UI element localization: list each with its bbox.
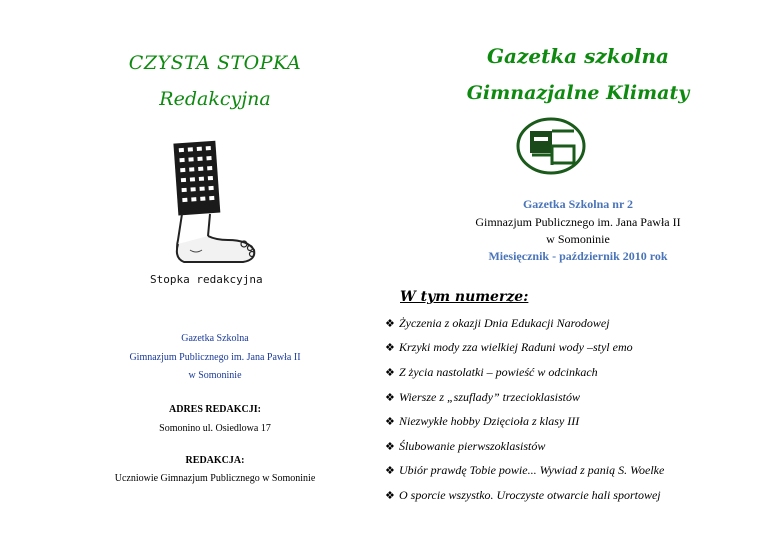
toc-heading: W tym numerze: [400, 289, 529, 305]
newspaper-subtitle: Gimnazjalne Klimaty [466, 82, 690, 104]
newspaper-title: Gazetka szkolna [486, 44, 670, 68]
diamond-bullet-icon: ❖ [385, 416, 395, 429]
left-newspaper: Gazetka Szkolna [181, 333, 249, 344]
right-school: Gimnazjum Publicznego im. Jana Pawła II [475, 215, 681, 229]
diamond-bullet-icon: ❖ [385, 391, 395, 404]
school-logo-icon [512, 115, 590, 177]
toc-item: ❖ O sporcie wszystko. Uroczyste otwarcie hali sportowej [385, 487, 661, 502]
diamond-bullet-icon: ❖ [385, 489, 395, 502]
address-label: ADRES REDAKCJI: [169, 404, 261, 415]
issue-number: Gazetka Szkolna nr 2 [522, 197, 634, 211]
toc-item: ❖ Ubiór prawdę Tobie powie... Wywiad z panią S. Woelke [385, 463, 665, 478]
diamond-bullet-icon: ❖ [385, 317, 395, 330]
diamond-bullet-icon: ❖ [385, 465, 395, 478]
image-caption: Stopka redakcyjna [150, 273, 263, 286]
toc-item: ❖ Niezwykłe hobby Dzięcioła z klasy III [385, 414, 580, 429]
address-text: Somonino ul. Osiedlowa 17 [159, 423, 271, 434]
left-town: w Somoninie [188, 370, 242, 381]
stopka-title: CZYSTA STOPKA [128, 52, 302, 74]
diamond-bullet-icon: ❖ [385, 366, 395, 379]
left-school: Gimnazjum Publicznego im. Jana Pawła II [129, 352, 301, 363]
editorial-label: REDAKCJA: [185, 455, 245, 466]
right-town: w Somoninie [546, 232, 610, 246]
toc-item: ❖ Życzenia z okazji Dnia Edukacji Narodowej [385, 315, 610, 330]
stopka-subtitle: Redakcyjna [159, 88, 271, 110]
diamond-bullet-icon: ❖ [385, 342, 395, 355]
toc-item: ❖ Krzyki mody zza wielkiej Raduni wody –styl emo [385, 340, 633, 355]
diamond-bullet-icon: ❖ [385, 440, 395, 453]
toc-item: ❖ Wiersze z „szuflady” trzecioklasistów [385, 389, 581, 404]
toc-item: ❖ Z życia nastolatki – powieść w odcinkach [385, 364, 598, 379]
toc-list [385, 311, 664, 508]
toc-item: ❖ Ślubowanie pierwszoklasistów [385, 438, 546, 453]
editorial-text: Uczniowie Gimnazjum Publicznego w Somoninie [114, 473, 316, 484]
issue-period: Miesięcznik - październik 2010 rok [488, 249, 668, 263]
foot-building-illustration [148, 140, 288, 290]
